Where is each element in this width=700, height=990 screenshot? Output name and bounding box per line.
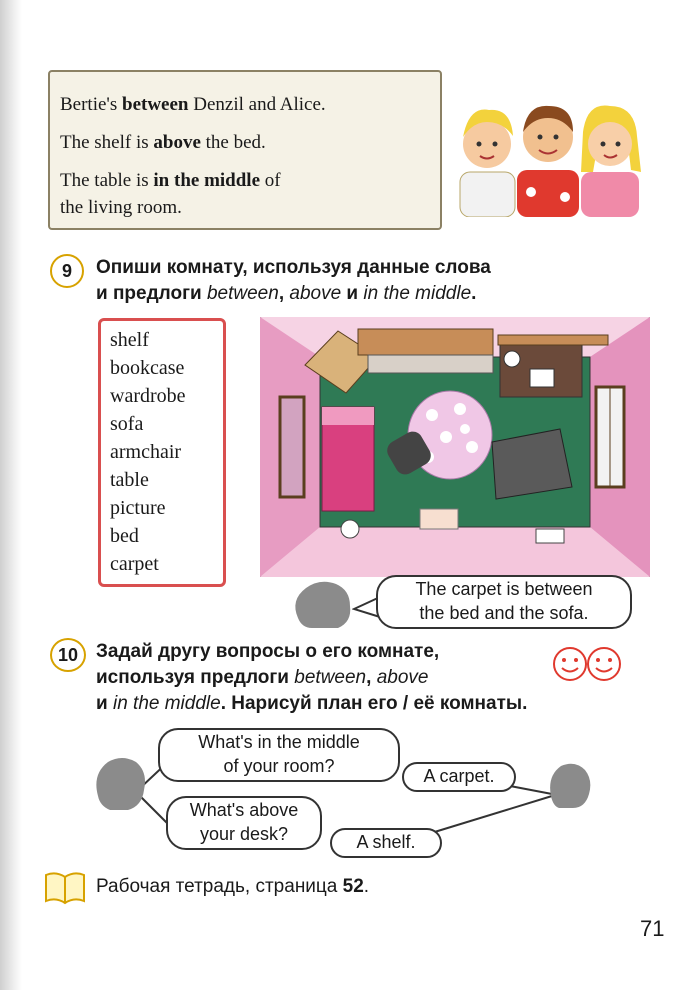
exercise-10-number: 10 [50, 638, 86, 672]
book-spine-shadow [0, 0, 22, 990]
exercise-10-instruction-line-3: и in the middle. Нарисуй план его / её комнаты. [96, 693, 528, 714]
room-plan-illustration [260, 317, 650, 577]
word-item: picture [110, 497, 166, 519]
answer-bubble-2 [330, 828, 442, 858]
word-item: wardrobe [110, 385, 186, 407]
answer-1-text: A carpet. [423, 766, 495, 786]
three-children-illustration [455, 92, 645, 217]
rule-line-3: The table is in the middle of [60, 170, 281, 191]
word-item: table [110, 469, 149, 491]
workbook-reference: Рабочая тетрадь, страница 52. [96, 876, 370, 897]
exercise-10-instruction-line-1: Задай другу вопросы о его комнате, [96, 641, 440, 662]
example-line-2: the bed and the sofa. [419, 603, 589, 623]
question-bubble-1 [158, 728, 400, 782]
pair-work-smiley-icon [548, 640, 628, 686]
answer-bubble-1 [402, 762, 516, 792]
speaker-silhouette-icon [290, 578, 360, 630]
word-item: bookcase [110, 357, 185, 379]
friend-silhouette-icon [92, 752, 150, 812]
question-2-line-2: your desk? [199, 824, 289, 844]
rule-line-2: The shelf is above the bed. [60, 132, 266, 153]
word-item: sofa [110, 413, 144, 435]
example-speech-bubble [376, 575, 632, 629]
question-1-line-2: of your room? [223, 756, 335, 776]
exercise-9-instruction-line-1: Опиши комнату, используя данные слова [96, 257, 491, 278]
word-item: shelf [110, 329, 149, 351]
workbook-icon [44, 869, 86, 905]
question-2-line-1: What's above [189, 800, 299, 820]
question-bubble-2 [166, 796, 322, 850]
rule-line-1: Bertie's between Denzil and Alice. [60, 94, 326, 115]
word-item: carpet [110, 553, 159, 575]
exercise-9-number: 9 [50, 254, 84, 288]
example-line-1: The carpet is between [415, 579, 593, 599]
exercise-9-instruction-line-2: и предлоги between, above и in the middle. [96, 283, 477, 304]
rule-line-4: the living room. [60, 197, 182, 218]
question-1-line-1: What's in the middle [198, 732, 360, 752]
friend-silhouette-icon [545, 758, 593, 810]
word-item: bed [110, 525, 139, 547]
page-number: 71 [640, 916, 665, 941]
answer-2-text: A shelf. [356, 832, 416, 852]
word-item: armchair [110, 441, 182, 463]
exercise-10-instruction-line-2: используя предлоги between, above [96, 667, 429, 688]
